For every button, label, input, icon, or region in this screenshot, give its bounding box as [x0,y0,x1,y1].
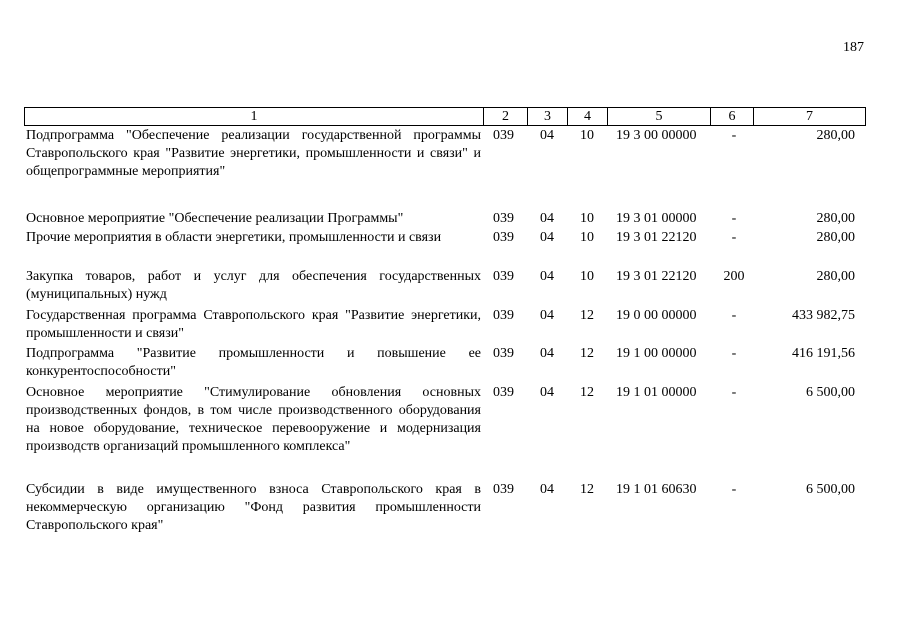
row-code-4: 10 [580,211,594,226]
row-code-6: - [731,230,737,245]
row-description: Подпрограмма "Развитие промышленности и повышение ее конкурентоспособности" [26,346,481,379]
row-amount: 6 500,00 [806,482,855,497]
row-code-2: 039 [493,230,514,245]
row-amount: 280,00 [816,230,855,245]
row-code-4: 12 [580,346,594,361]
row-code-6: - [731,385,737,400]
column-header-7: 7 [754,108,866,126]
row-code-4: 12 [580,482,594,497]
row-code-4: 12 [580,308,594,323]
column-header-3: 3 [528,108,568,126]
row-code-3: 04 [540,230,554,245]
row-amount: 280,00 [816,128,855,143]
row-code-3: 04 [540,128,554,143]
row-code-5: 19 3 01 22120 [616,230,697,245]
column-header-4: 4 [568,108,608,126]
row-code-6: - [731,211,737,226]
row-description: Государственная программа Ставропольского края "Развитие энергетики, промышленности и связи" [26,308,481,341]
row-code-2: 039 [493,385,514,400]
row-amount: 416 191,56 [792,346,855,361]
column-header-1: 1 [25,108,484,126]
row-description: Подпрограмма "Обеспечение реализации государственной программы Ставропольского края "Развитие энергетики, промышленности и связи" и общепрограммные мероприятия" [26,128,481,179]
column-header-2: 2 [484,108,528,126]
row-code-3: 04 [540,308,554,323]
row-code-3: 04 [540,385,554,400]
row-amount: 280,00 [816,211,855,226]
row-code-2: 039 [493,211,514,226]
row-code-5: 19 3 00 00000 [616,128,697,143]
row-code-3: 04 [540,482,554,497]
row-description: Закупка товаров, работ и услуг для обеспечения государственных (муниципальных) нужд [26,269,481,302]
row-code-3: 04 [540,346,554,361]
row-code-3: 04 [540,211,554,226]
row-description: Основное мероприятие "Стимулирование обновления основных производственных фондов, в том числе производственного оборудования на новое оборудование, техническое перевооружение и модернизация производств организаций промышленного комплекса" [26,385,481,454]
page-number: 187 [843,40,864,55]
row-code-4: 10 [580,269,594,284]
row-description: Прочие мероприятия в области энергетики, промышленности и связи [26,230,442,245]
row-code-3: 04 [540,269,554,284]
row-code-2: 039 [493,308,514,323]
row-code-4: 10 [580,230,594,245]
row-code-4: 10 [580,128,594,143]
row-code-2: 039 [493,128,514,143]
row-code-6: 200 [723,269,745,284]
row-code-5: 19 0 00 00000 [616,308,697,323]
row-code-5: 19 1 01 60630 [616,482,697,497]
row-code-2: 039 [493,269,514,284]
row-code-4: 12 [580,385,594,400]
column-header-table [24,107,866,126]
row-code-5: 19 3 01 22120 [616,269,697,284]
column-header-5: 5 [608,108,711,126]
row-code-6: - [731,482,737,497]
row-amount: 280,00 [816,269,855,284]
row-code-5: 19 1 01 00000 [616,385,697,400]
row-amount: 433 982,75 [792,308,855,323]
row-code-2: 039 [493,346,514,361]
row-description: Основное мероприятие "Обеспечение реализации Программы" [26,211,404,226]
row-amount: 6 500,00 [806,385,855,400]
column-header-6: 6 [711,108,754,126]
row-code-5: 19 3 01 00000 [616,211,697,226]
row-code-6: - [731,128,737,143]
row-description: Субсидии в виде имущественного взноса Ставропольского края в некоммерческую организацию "Фонд развития промышленности Ставропольского края" [26,482,481,533]
row-code-5: 19 1 00 00000 [616,346,697,361]
row-code-6: - [731,346,737,361]
column-header-row [25,108,866,126]
row-code-6: - [731,308,737,323]
row-code-2: 039 [493,482,514,497]
